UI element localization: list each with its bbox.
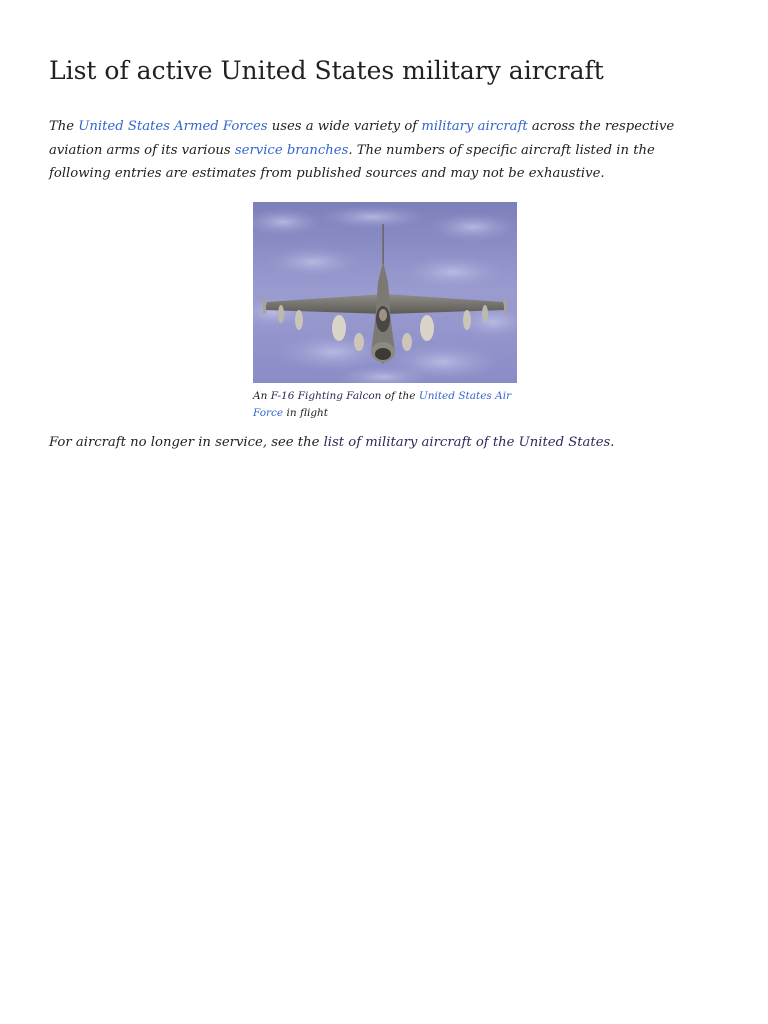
f16-link[interactable]: F-16 Fighting Falcon (270, 390, 382, 402)
caption-text-1: An (253, 390, 271, 402)
caption-text-3: in flight (283, 406, 329, 419)
hatnote (49, 432, 719, 454)
service-branches-link[interactable]: service branches (234, 142, 349, 158)
note-text-1: For aircraft no longer in service, see the (49, 435, 324, 450)
military-aircraft-list-link[interactable]: list of military aircraft of the United States (323, 435, 611, 450)
intro-text-4: . The numbers of specific aircraft listed in the following entries are estimates from published sources and may not be exhaustive. (49, 142, 655, 181)
figure-caption (253, 388, 517, 421)
intro-text-2: uses a wide variety of (267, 119, 422, 134)
armed-forces-link[interactable]: United States Armed Forces (78, 119, 268, 134)
intro-text-3: across the respective aviation arms of its various (49, 119, 675, 158)
usaf-link[interactable]: United States Air Force (253, 390, 512, 419)
note-text-2: . (610, 435, 615, 450)
f16-fighter-jet-photo[interactable] (253, 202, 517, 383)
f16-figure (253, 202, 517, 421)
page-title: List of active United States military aircraft (49, 56, 604, 85)
caption-text-2: of the (381, 390, 419, 402)
intro-paragraph (49, 115, 709, 186)
intro-text-1: The (49, 119, 79, 134)
military-aircraft-link[interactable]: military aircraft (421, 119, 528, 134)
